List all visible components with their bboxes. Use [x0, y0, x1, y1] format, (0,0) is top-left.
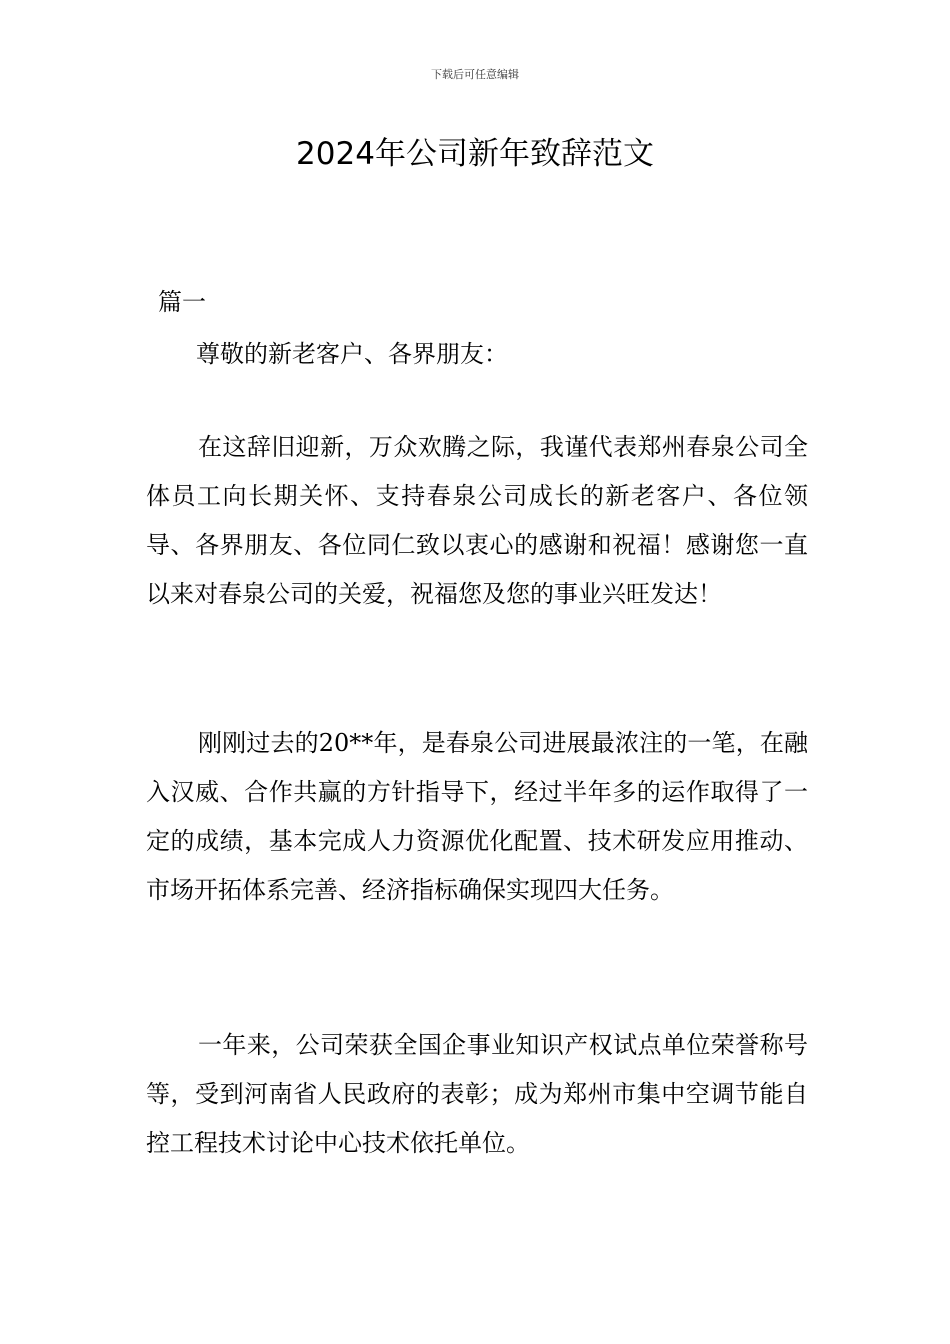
body-paragraph-1: 在这辞旧迎新，万众欢腾之际，我谨代表郑州春泉公司全体员工向长期关怀、支持春泉公司成长的新老客户、各位领导、各界朋友、各位同仁致以衷心的感谢和祝福！感谢您一直以来对春泉公司的关爱，祝福您及您的事业兴旺发达！	[146, 433, 808, 608]
header-note: 下载后可任意编辑	[431, 68, 519, 81]
document-title: 2024年公司新年致辞范文	[296, 136, 654, 172]
body-paragraph-2: 刚刚过去的20**年，是春泉公司进展最浓注的一笔，在融入汉威、合作共赢的方针指导下，经过半年多的运作取得了一定的成绩，基本完成人力资源优化配置、技术研发应用推动、市场开拓体系完善、经济指标确保实现四大任务。	[146, 729, 808, 904]
section-label: 篇一	[158, 288, 206, 316]
salutation: 尊敬的新老客户、各界朋友：	[196, 340, 508, 368]
body-paragraph-3: 一年来，公司荣获全国企事业知识产权试点单位荣誉称号等，受到河南省人民政府的表彰；成为郑州市集中空调节能自控工程技术讨论中心技术依托单位。	[146, 1031, 808, 1157]
